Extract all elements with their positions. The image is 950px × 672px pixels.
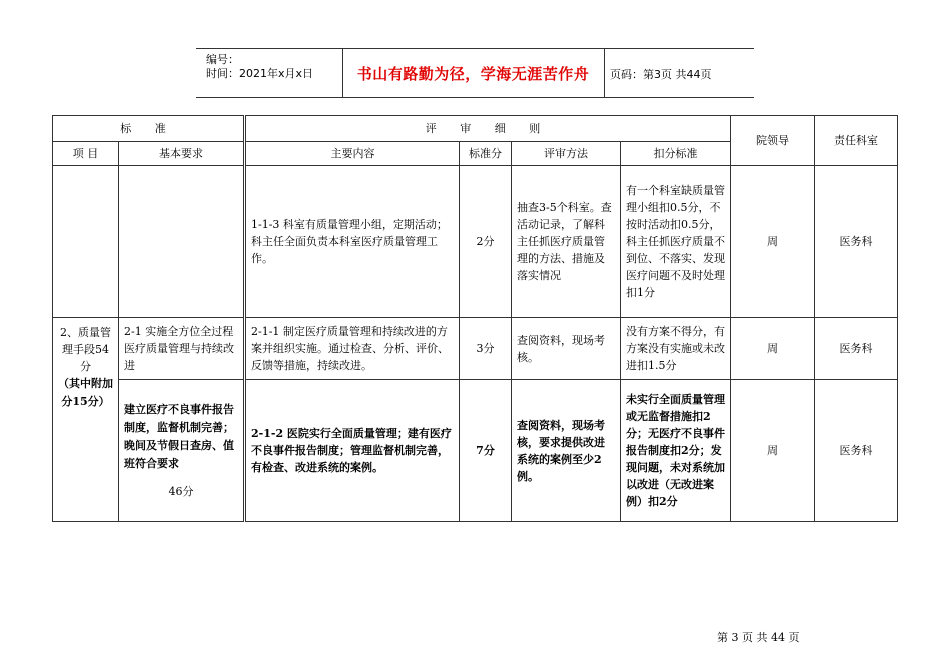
- table-row: [53, 166, 898, 318]
- cell-method: 查阅资料，现场考核。: [512, 318, 621, 380]
- page-header: [196, 48, 754, 98]
- cell-deduct: 有一个科室缺质量管理小组扣0.5分，不按时活动扣0.5分，科主任抓医疗质量不到位、不落实、发现医疗问题不及时处理扣1分: [621, 166, 731, 318]
- header-divider: [604, 49, 605, 97]
- header-row-group: [53, 116, 898, 142]
- col-score: 标准分: [460, 142, 512, 166]
- group-detail: 评 审 细 则: [245, 116, 731, 142]
- cell-deduct: 没有方案不得分，有方案没有实施或未改进扣1.5分: [621, 318, 731, 380]
- number-label: 编号：: [206, 53, 239, 66]
- cell-leader: 周: [731, 318, 815, 380]
- cell-basic: [119, 380, 245, 522]
- cell-score: 2分: [460, 166, 512, 318]
- cell-deduct: 未实行全面质量管理或无监督措施扣2分；无医疗不良事件报告制度扣2分；发现问题，未对系统加以改进（无改进案例）扣2分: [621, 380, 731, 522]
- cell-method: 抽查3-5个科室。查活动记录，了解科主任抓医疗质量管理的方法、措施及落实情况: [512, 166, 621, 318]
- header-meta: [206, 53, 313, 81]
- group-standard: 标 准: [53, 116, 245, 142]
- time-label: 时间：2021年x月x日: [206, 67, 314, 80]
- col-basic: 基本要求: [119, 142, 245, 166]
- cell-score: 7分: [460, 380, 512, 522]
- cell-dept: 医务科: [815, 318, 898, 380]
- cell-score: 3分: [460, 318, 512, 380]
- cell-basic: [119, 166, 245, 318]
- cell-item: [53, 166, 119, 318]
- basic-requirement: 建立医疗不良事件报告制度，监督机制完善；晚间及节假日查房、值班符合要求: [124, 403, 234, 470]
- cell-dept: 医务科: [815, 166, 898, 318]
- cell-method: 查阅资料，现场考核，要求提供改进系统的案例至少2例。: [512, 380, 621, 522]
- page-footer: 第 3 页 共 44 页: [717, 631, 800, 644]
- cell-leader: 周: [731, 166, 815, 318]
- header-motto: 书山有路勤为径，学海无涯苦作舟: [356, 64, 590, 83]
- cell-leader: 周: [731, 380, 815, 522]
- review-table: [52, 115, 898, 522]
- col-content: 主要内容: [245, 142, 460, 166]
- cell-content: 1-1-3 科室有质量管理小组，定期活动；科主任全面负责本科室医疗质量管理工作。: [245, 166, 460, 318]
- cell-item-merged: [53, 318, 119, 522]
- col-dept: 责任科室: [815, 116, 898, 166]
- table-row: [53, 318, 898, 380]
- header-page-info: 页码：第3页 共44页: [610, 68, 712, 81]
- cell-content: 2-1-1 制定医疗质量管理和持续改进的方案并组织实施。通过检查、分析、评价、反馈等措施，持续改进。: [245, 318, 460, 380]
- col-deduct: 扣分标准: [621, 142, 731, 166]
- col-leader: 院领导: [731, 116, 815, 166]
- cell-dept: 医务科: [815, 380, 898, 522]
- table-row: [53, 380, 898, 522]
- cell-basic: 2-1 实施全方位全过程医疗质量管理与持续改进: [119, 318, 245, 380]
- item-title: 2、质量管理手段54分: [60, 326, 111, 373]
- col-item: 项 目: [53, 142, 119, 166]
- basic-score: 46分: [168, 485, 194, 498]
- col-method: 评审方法: [512, 142, 621, 166]
- item-extra: （其中附加分15分）: [58, 377, 113, 408]
- cell-content: 2-1-2 医院实行全面质量管理；建有医疗不良事件报告制度；管理监督机制完善，有检查、改进系统的案例。: [245, 380, 460, 522]
